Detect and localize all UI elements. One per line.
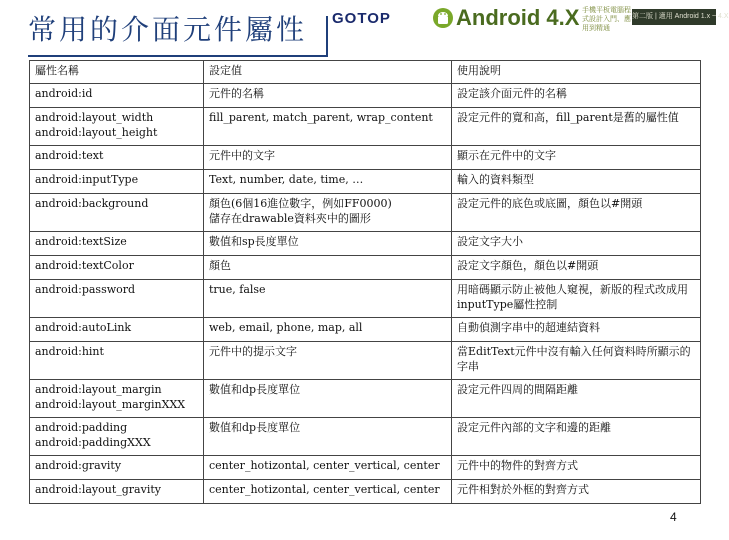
table-row	[30, 418, 701, 456]
book-subtitle: 手機平板電腦程式設計入門、應用到精通	[582, 7, 631, 32]
value-cell: 顏色(6個16進位數字，例如FF0000) 儲存在drawable資料夾中的圖形	[204, 194, 452, 232]
value-cell: fill_parent, match_parent, wrap_content	[204, 108, 452, 146]
table-row	[30, 342, 701, 380]
attribute-cell: android:background	[30, 194, 204, 232]
description-cell: 設定元件內部的文字和邊的距離	[452, 418, 701, 456]
slide-title: 常用的介面元件屬性	[28, 13, 308, 46]
title-underline	[28, 55, 328, 57]
attribute-cell: android:inputType	[30, 170, 204, 194]
description-cell: 用暗碼顯示防止被他人窺視，新版的程式改成用inputType屬性控制	[452, 280, 701, 318]
description-cell: 自動偵測字串中的超連結資料	[452, 318, 701, 342]
table-row	[30, 84, 701, 108]
table-row	[30, 170, 701, 194]
value-cell: Text, number, date, time, …	[204, 170, 452, 194]
title-block	[28, 8, 307, 48]
attribute-cell: android:text	[30, 146, 204, 170]
table-header-row	[30, 61, 701, 84]
title-corner-line	[326, 16, 328, 57]
table-row	[30, 456, 701, 480]
description-cell: 設定該介面元件的名稱	[452, 84, 701, 108]
value-cell: 元件中的文字	[204, 146, 452, 170]
description-cell: 當EditText元件中沒有輸入任何資料時所顯示的字串	[452, 342, 701, 380]
value-cell: 元件的名稱	[204, 84, 452, 108]
header-cell-value: 設定值	[204, 61, 452, 84]
table-row	[30, 318, 701, 342]
attribute-cell: android:hint	[30, 342, 204, 380]
attribute-cell: android:layout_gravity	[30, 480, 204, 504]
description-cell: 顯示在元件中的文字	[452, 146, 701, 170]
attribute-cell: android:autoLink	[30, 318, 204, 342]
value-cell: 顏色	[204, 256, 452, 280]
value-cell: true, false	[204, 280, 452, 318]
attribute-cell: android:id	[30, 84, 204, 108]
table-row	[30, 194, 701, 232]
description-cell: 設定元件的寬和高，fill_parent是舊的屬性值	[452, 108, 701, 146]
header-cell-attribute: 屬性名稱	[30, 61, 204, 84]
table-row	[30, 146, 701, 170]
description-cell: 設定元件四周的間隔距離	[452, 380, 701, 418]
attribute-cell: android:layout_width android:layout_height	[30, 108, 204, 146]
value-cell: center_hotizontal, center_vertical, center	[204, 480, 452, 504]
book-title: Android 4.X	[456, 5, 580, 30]
book-edition-strip: 第二版 | 適用 Android 1.x ~ 4.X	[632, 9, 716, 25]
table-row	[30, 108, 701, 146]
publisher-logo: GOTOP	[332, 10, 391, 27]
attribute-table	[29, 60, 701, 504]
description-cell: 輸入的資料類型	[452, 170, 701, 194]
value-cell: web, email, phone, map, all	[204, 318, 452, 342]
value-cell: center_hotizontal, center_vertical, center	[204, 456, 452, 480]
attribute-cell: android:textColor	[30, 256, 204, 280]
table-row	[30, 256, 701, 280]
value-cell: 數值和sp長度單位	[204, 232, 452, 256]
header-cell-description: 使用說明	[452, 61, 701, 84]
description-cell: 元件中的物件的對齊方式	[452, 456, 701, 480]
table-row	[30, 380, 701, 418]
value-cell: 數值和dp長度單位	[204, 418, 452, 456]
description-cell: 設定元件的底色或底圖，顏色以#開頭	[452, 194, 701, 232]
table-row	[30, 280, 701, 318]
table-row	[30, 232, 701, 256]
value-cell: 元件中的提示文字	[204, 342, 452, 380]
value-cell: 數值和dp長度單位	[204, 380, 452, 418]
page-number: 4	[670, 510, 677, 524]
android-robot-icon	[432, 7, 454, 29]
attribute-cell: android:layout_margin android:layout_marginXXX	[30, 380, 204, 418]
attribute-cell: android:gravity	[30, 456, 204, 480]
attribute-cell: android:padding android:paddingXXX	[30, 418, 204, 456]
attribute-cell: android:password	[30, 280, 204, 318]
header-bar	[332, 4, 729, 38]
description-cell: 設定文字大小	[452, 232, 701, 256]
description-cell: 設定文字顏色，顏色以#開頭	[452, 256, 701, 280]
attribute-cell: android:textSize	[30, 232, 204, 256]
table-row	[30, 480, 701, 504]
description-cell: 元件相對於外框的對齊方式	[452, 480, 701, 504]
